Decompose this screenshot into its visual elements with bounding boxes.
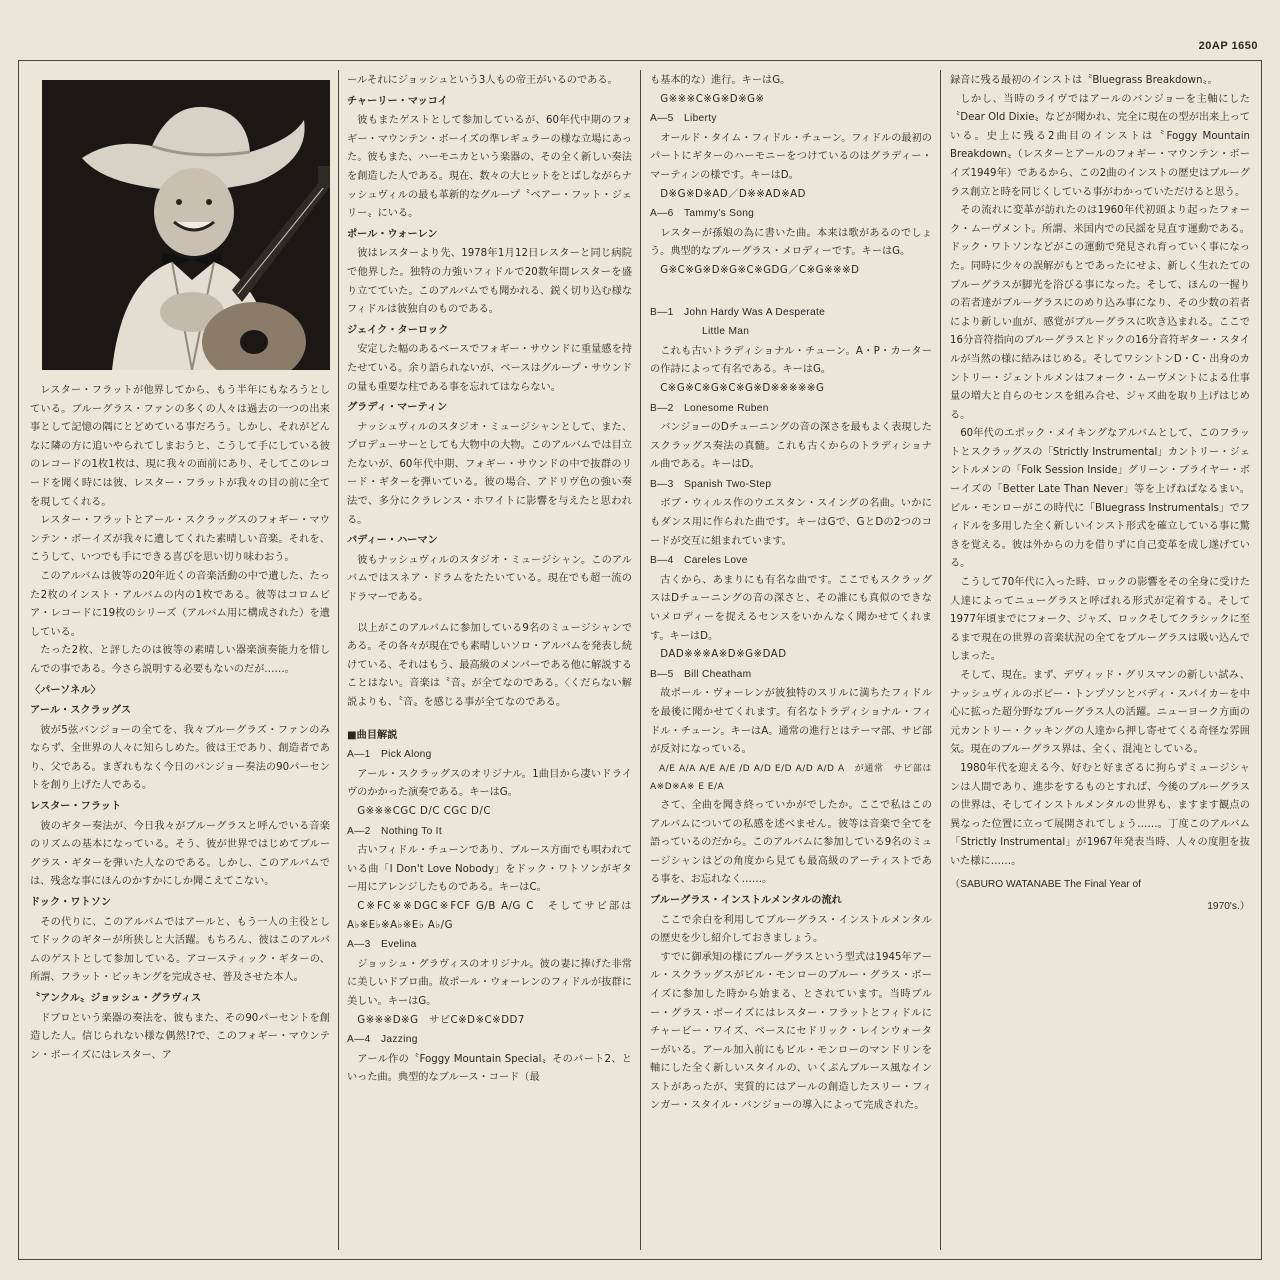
musician-heading: ジェイク・ターロック (347, 324, 449, 336)
column-4 (950, 72, 1250, 1252)
track-title: B—5 Bill Cheatham (650, 668, 752, 680)
continued-text: 録音に残る最初のインストは〝Bluegrass Breakdown〟。 (950, 75, 1218, 86)
musician-bio: 彼はレスターより先、1978年1月12日レスターと同じ病院で他界した。独特の力強いフィドルで20数年間レスターを盛り立てていた。このアルバムでも聞かれる、鋭く切り込む様なフィドルは彼独自のものである。 (347, 248, 632, 316)
musician-bio: ドブロという楽器の奏法を、彼もまた、その90パーセントを創造した人。信じられない様な偶然!?で、このフォギー・マウンテン・ボーイズにはレスター、ア (30, 1012, 330, 1061)
column-divider (640, 70, 641, 1250)
artist-photo (42, 80, 330, 370)
history-paragraph: ここで余白を利用してブルーグラス・インストルメンタルの歴史を少し紹介しておきましょう。 (650, 914, 932, 945)
musician-bio: 安定した幅のあるベースでフォギー・サウンドに重量感を持たせている。余り語られないが、ベースはグループ・サウンドの量も重要な柱である事を忘れてはならない。 (347, 344, 632, 393)
column-2 (347, 72, 632, 1252)
track-title: A—3 Evelina (347, 939, 417, 951)
history-paragraph: しかし、当時のライヴではアールのバンジョーを主軸にした〝Dear Old Dixie〟などが聞かれ、完全に現在の型が出来上っている。史上に残る2曲目のインストは〝Foggy Mountain Breakdown〟（レスターとアールのフォギー・マウンテン・ボーイズ1949年）であるから、この2曲のインストの歴史はブルーグラス創立と時を同じくしている事がわかっていただけると思う。 (950, 93, 1250, 198)
continued-text: ールそれにジョッシュという3人もの帝王がいるのである。 (347, 75, 618, 86)
musician-bio: その代りに、このアルバムではアールと、もう一人の主役としてドックのギターが所狭しと大活躍。もちろん、彼はこのアルバムのゲストとして参加している。アコースティック・ギターの、所謂、フラット・ピッキングを完成させ、普及させた本人。 (30, 916, 330, 984)
track-description: 古いフィドル・チューンであり、ブルース方面でも唄われている曲「I Don't Love Nobody」をドック・ワトソンがギター用にアレンジしたものである。キーはC。 (347, 845, 632, 894)
chord-progression: G※※※CGC D/C CGC D/C (357, 805, 491, 817)
musician-heading: チャーリー・マッコイ (347, 95, 448, 107)
musician-heading: ポール・ウォーレン (347, 228, 438, 240)
continued-text: も基本的な）進行。キーはG。 (650, 75, 791, 86)
track-description: アール・スクラッグスのオリジナル。1曲目から凄いドライヴのかかった演奏である。キーはG。 (347, 768, 632, 799)
track-title: A—4 Jazzing (347, 1034, 418, 1046)
musician-heading: レスター・フラット (30, 801, 122, 813)
track-title: B—1 John Hardy Was A Desperate (650, 306, 826, 318)
author-signature: （SABURO WATANABE The Final Year of (950, 878, 1141, 890)
intro-paragraph: レスター・フラットが他界してから、もう半年にもなろうとしている。ブルーグラス・ファンの多くの人々は過去の一つの出来事として記憶の隅にとどめている事だろう。しかし、それがどんなに隣の方に追いやられてしまおうと、こうして手にしている彼のレコードの1枚1枚は、現に我々の面前にあり、そしてこのレコードを聞く時には彼、レスター・フラットが我々の目の前に全てを現してくれる。 (30, 385, 330, 508)
musician-bio: 彼が5弦バンジョーの全てを、我々ブルーグラズ・ファンのみならず、全世界の人々に知らしめた。彼は王であり、創造者であり、父である。まぎれもなく今日のバンジョー奏法の90パーセントを創り上げた人である。 (30, 724, 330, 792)
track-description: オールド・タイム・フィドル・チューン。フィドルの最初のパートにギターのハーモニーをつけているのはグラディー・マーティンの様です。キーはD。 (650, 132, 932, 181)
track-notes-heading: ■曲目解説 (347, 729, 398, 741)
track-title: B—2 Lonesome Ruben (650, 402, 769, 414)
track-title: A—2 Nothing To It (347, 825, 442, 837)
track-description: 古くから、あまりにも有名な曲です。ここでもスクラッグスはDチューニングの音の深さと、その誰にも真似のできないメロディーを捉えるセンスをいかんなく聞かせてくれます。キーはD。 (650, 574, 932, 642)
track-title: A—1 Pick Along (347, 749, 432, 761)
chord-progression: G※C※G※D※G※C※GDG／C※G※※※D (660, 264, 860, 276)
column-1 (30, 72, 330, 1252)
chord-progression: G※※※C※G※D※G※ (660, 93, 765, 105)
track-title: B—4 Careles Love (650, 555, 748, 567)
summary-paragraph: 以上がこのアルバムに参加している9名のミュージシャンである。その各々が現在でも素晴しいソロ・アルバムを発表し続けている、それはもう、最高級のメンバーである他に解説することはない。音楽は〝音〟が全てなのである。〈くだらない解説よりも、〝音〟を感じる事が全てなのである。 (347, 622, 632, 708)
history-paragraph: 1980年代を迎える今、好むと好まざるに拘らずミュージシャンは人間であり、進歩をするものとすれば、今後のブルーグラスの世界は、そしてインストルメンタルの世界も、ますます観点の異なった位置に立って展開されてしょう……。丁度このアルバム「Strictly Instrumental」が1967年発表当時、人々の度胆を抜いた様に……。 (950, 762, 1250, 867)
artist-photo-illustration (42, 80, 330, 370)
musician-heading: バディー・ハーマン (347, 535, 438, 547)
history-paragraph: そして、現在。まず、デヴィッド・グリスマンの新しい試み、ナッシュヴィルのボビー・トンプソンとバディ・スパイカーを中心に拡った超分野なブルーグラス人の活躍。ニューヨーク方面の元カントリー・クッキングの人達から押し寄せてくる奇怪な雰囲気。現在のブルーグラス界は、全く、混沌としている。 (950, 670, 1250, 756)
track-description: ボブ・ウィルス作のウエスタン・スイングの名曲。いかにもダンス用に作られた曲です。キーはGで、GとDの2つのコードが交互に組まれています。 (650, 498, 932, 547)
track-description: これも古いトラディショナル・チューン。A・P・カーターの作詩によって有名である。キーはG。 (650, 345, 932, 376)
column-divider (940, 70, 941, 1250)
track-description: ジョッシュ・グラヴィスのオリジナル。彼の妻に捧げた非常に美しいドブロ曲。故ポール・ウォーレンのフィドルが抜群に美しい。キーはG。 (347, 958, 632, 1007)
track-description: レスターが孫娘の為に書いた曲。本来は歌があるのでしょう。典型的なブルーグラス・メロディーです。キーはG。 (650, 227, 932, 258)
chord-progression: D※G※D※AD／D※※AD※AD (660, 188, 806, 200)
musician-bio: 彼のギター奏法が、今日我々がブルーグラスと呼んでいる音楽のリズムの基本になっている。そう、彼が世界ではじめてブルーグラス・ギターを弾いた人なのである。しかし、このアルバムでは、残念な事にほんのかすかにしか聞こえてこない。 (30, 820, 330, 888)
musician-heading: 〝アンクル〟ジョッシュ・グラヴィス (30, 993, 202, 1004)
track-description: アール作の〝Foggy Mountain Special〟そのパート2、といった曲。典型的なブルース・コード（最 (347, 1053, 632, 1084)
history-paragraph: こうして70年代に入った時、ロックの影響をその全身に受けた人達によってニューグラスと呼ばれる形式が定着する。そして1977年頃までにフォーク、ジャズ、ロックそしてクラシックに至るまで現在の世界の音楽状況の全てをブルーグラスは吸い込んでしまった。 (950, 577, 1250, 663)
track-description: バンジョーのDチューニングの音の深さを最もよく表現したスクラッグス奏法の真髄。これも古くからのトラディショナル曲である。キーはD。 (650, 422, 932, 471)
intro-paragraph: レスター・フラットとアール・スクラッグスのフォギー・マウンテン・ボーイズが我々に遺してくれた素晴しい音楽。それを、こうして、いつでも手にできる喜びを思い切り味わおう。 (30, 515, 330, 564)
author-signature-year: 1970's.） (1207, 901, 1250, 913)
musician-heading: ドック・ワトソン (30, 897, 112, 909)
track-title: A—5 Liberty (650, 113, 717, 125)
chord-progression: A/E A/A A/E A/E /D A/D E/D A/D A/D A が通常 サビ部はA※D※A※ E E/A (650, 763, 932, 793)
personnel-heading: 〈パーソネル〉 (30, 684, 101, 696)
history-paragraph: その流れに変革が訪れたのは1960年代初頭より起ったフォーク・ムーヴメント。所謂、米国内での民謡を見直す運動である。ドック・ワトソンなどがこの運動で発見され育っていく事になった。同時に少々の誤解がもとであったにせよ、新しく生れたてのブルーグラスが脚光を浴びる事になった。そして、ほんの一握りの若者達がブルーグラスにのめり込み事になり、その少数の若者により新しい血が、感覚がブルーグラスに吹き込まれる。ここで16分音符指向のブルーグラスとドックの16分音符ギター・スタイルが当然の様に結みはじめる。そしてワシントンD・C・出身のカントリー・ジェントルメンはフォーク・ムーヴメントによる仕事量の増大と自らのセンスを組み合せ、ジャズ曲を取り上げはじめる。 (950, 205, 1250, 421)
history-paragraph: 60年代のエポック・メイキングなアルバムとして、このフラットとスクラッグスの「Strictly Instrumental」カントリー・ジェントルメンの「Folk Session Inside」グリーン・ブライヤー・ボーイズの「Better Late Than Never」等を上げねばなるまい。ビル・モンローがこの時代に「Bluegrass Instrumentals」でフィドルを多用した全く新しいインスト形式を確立している事に驚きを覚える。彼は外からの力を借りずに自己変革を成し遂げている。 (950, 428, 1250, 570)
track-description: 故ポール・ヴォーレンが彼独特のスリルに満ちたフィドルを最後に聞かせてくれます。有名なトラディショナル・フィドル・チューン。キーはA。通常の進行とはテーマ部、サビ部が反対になっている。 (650, 688, 932, 756)
musician-bio: ナッシュヴィルのスタジオ・ミュージシャンとして、また、プロデューサーとしても大物中の大物。このアルバムでは目立たないが、60年代中期、フォギー・サウンドの中で抜群のリード・ギターを弾いている。彼の場合、アドリヴ色の強い奏法で、多分にクラレンス・ホワイトに影響を与えたと思われる。 (347, 421, 632, 526)
track-title-continued: Little Man (702, 326, 750, 338)
chord-progression: C※G※C※G※C※G※D※※※※※G (660, 382, 825, 394)
history-heading: ブルーグラス・インストルメンタルの流れ (650, 894, 842, 906)
musician-heading: グラディ・マーティン (347, 402, 448, 414)
chord-progression: G※※※D※G サビC※D※C※DD7 (357, 1014, 525, 1026)
intro-paragraph: たった2枚、と評したのは彼等の素晴しい器楽演奏能力を惜しんでの事である。今さら説明する必要もないのだが……。 (30, 645, 330, 675)
column-divider (338, 70, 339, 1250)
intro-paragraph: このアルバムは彼等の20年近くの音楽活動の中で遺した、たった2枚のインスト・アルバムの内の1枚である。彼等はコロムビア・レコードに19枚のシリーズ（アルバム用に構成された）を遺している。 (30, 570, 330, 638)
track-title: B—3 Spanish Two-Step (650, 478, 772, 490)
musician-bio: 彼もまたゲストとして参加しているが、60年代中期のフォギー・マウンテン・ボーイズの準レギュラーの様な立場にあった。彼もまた、ハーモニカという楽器の、その全く新しい奏法を創造した人である。現在、数々の大ヒットをとばしながらナッシュヴィルの最も革新的なグループ〝ベアー・フット・ジェリー〟にいる。 (347, 115, 632, 220)
chord-progression: C※FC※※DGC※FCF G/B A/G C そしてサビ部は A♭※E♭※A♭※E♭ A♭/G (347, 900, 632, 931)
column-3 (650, 72, 932, 1252)
history-paragraph: すでに御承知の様にブルーグラスという型式は1945年アール・スクラッグスがビル・モンローのブルー・グラス・ボーイズに参加した時から始まる、とされています。当時ブルー・グラス・ボーイズにはレスター・フラットとフィドルにチャービー・ワイズ、ベースにセドリック・レインウォーターがいる。アール加入前にもビル・モンローのマンドリンを軸にした全く新しいスタイルの、いくぶんブルース風なインストがあったが、実質的にはアールの創造したスリー・フィンガー・スタイル・バンジョーの導入によって完成された。 (650, 951, 932, 1112)
closing-paragraph: さて、全曲を聞き終っていかがでしたか。ここで私はこのアルバムについての私感を述べません。彼等は音楽で全てを語っているのだから。このアルバムに参加している9名のミュージシャンはどの角度から見ても最高級のアーティストである事を、お忘れなく……。 (650, 799, 932, 886)
track-title: A—6 Tammy's Song (650, 208, 755, 220)
chord-progression: DAD※※※A※D※G※DAD (660, 649, 787, 661)
musician-heading: アール・スクラッグス (30, 705, 132, 717)
musician-bio: 彼もナッシュヴィルのスタジオ・ミュージシャン。このアルバムではスネア・ドラムをたたいている。現在でも超一流のドラマーである。 (347, 554, 632, 604)
catalog-number: 20AP 1650 (1198, 40, 1258, 52)
